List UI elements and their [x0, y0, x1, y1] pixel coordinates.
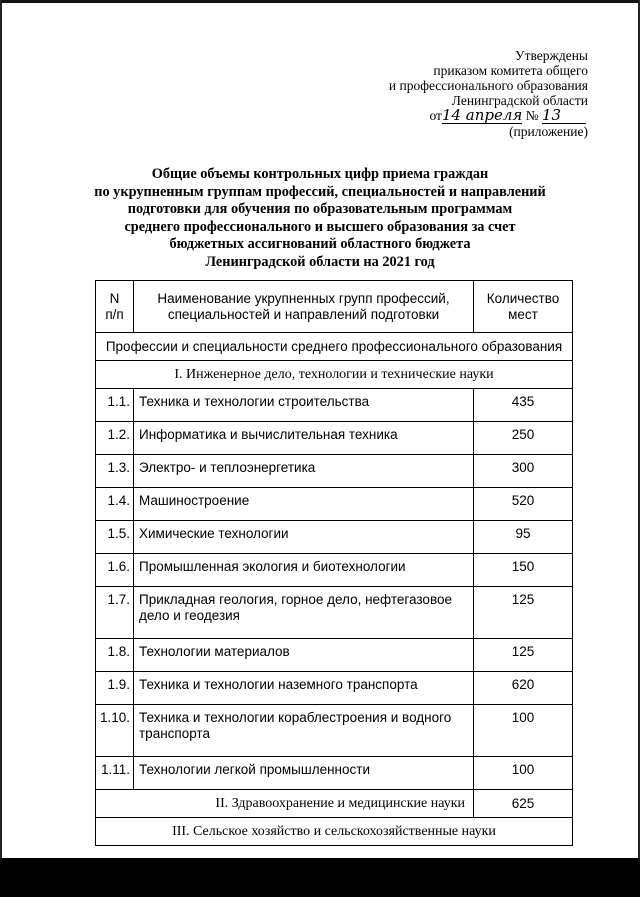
section-row: [96, 333, 573, 361]
row-num: 1.9.: [96, 672, 134, 705]
approval-line-3: и профессионального образования: [388, 78, 588, 93]
handwritten-number: 13: [542, 106, 562, 124]
row-qty: 520: [474, 488, 573, 521]
row-qty: 620: [474, 672, 573, 705]
header-name: Наименование укрупненных групп профессий, специальностей и направлений подготовки: [134, 281, 474, 333]
scan-edge-left: [0, 0, 2, 858]
row-name: Машиностроение: [134, 488, 474, 521]
row-qty: 435: [474, 389, 573, 422]
row-qty: 250: [474, 422, 573, 455]
row-num: 1.7.: [96, 587, 134, 639]
approval-line-6: (приложение): [509, 124, 588, 139]
section-title: Профессии и специальности среднего профессионального образования: [96, 333, 573, 361]
row-name: Технологии материалов: [134, 639, 474, 672]
table-row: [96, 389, 573, 422]
table-row: [96, 521, 573, 554]
row-name: Промышленная экология и биотехнологии: [134, 554, 474, 587]
row-num: 1.3.: [96, 455, 134, 488]
table-row: [96, 672, 573, 705]
row-name: Прикладная геология, горное дело, нефтегазовое дело и геодезия: [134, 587, 474, 639]
group-3-title: III. Сельское хозяйство и сельскохозяйственные науки: [96, 818, 573, 846]
table-row: [96, 554, 573, 587]
date-prefix: от: [429, 108, 442, 123]
table-header-row: [96, 281, 573, 333]
row-name: Техника и технологии наземного транспорта: [134, 672, 474, 705]
row-name: Техника и технологии кораблестроения и водного транспорта: [134, 705, 474, 757]
table-row: [96, 488, 573, 521]
table-row: [96, 757, 573, 790]
row-name: Химические технологии: [134, 521, 474, 554]
approval-date-line: [429, 108, 588, 124]
table-row: [96, 705, 573, 757]
group-2-row: [96, 790, 573, 818]
group-row: [96, 361, 573, 389]
table-row: [96, 587, 573, 639]
row-name: Электро- и теплоэнергетика: [134, 455, 474, 488]
approval-line-1: Утверждены: [515, 48, 588, 63]
admission-table: [95, 280, 573, 846]
row-num: 1.1.: [96, 389, 134, 422]
row-num: 1.4.: [96, 488, 134, 521]
row-num: 1.2.: [96, 422, 134, 455]
table-row: [96, 455, 573, 488]
title-line: бюджетных ассигнований областного бюджета: [169, 236, 471, 253]
title-line: по укрупненным группам профессий, специальностей и направлений: [94, 183, 546, 200]
row-qty: 95: [474, 521, 573, 554]
row-qty: 125: [474, 587, 573, 639]
row-qty: 100: [474, 757, 573, 790]
approval-block: [389, 48, 588, 139]
approval-line-4: Ленинградской области: [451, 93, 588, 108]
approval-line-2: приказом комитета общего: [433, 63, 588, 78]
table-row: [96, 422, 573, 455]
scan-edge-top: [0, 0, 640, 3]
row-qty: 300: [474, 455, 573, 488]
title-line: Ленинградской области на 2021 год: [205, 253, 435, 270]
table-row: [96, 639, 573, 672]
row-num: 1.6.: [96, 554, 134, 587]
group-1-title: I. Инженерное дело, технологии и технические науки: [96, 361, 573, 389]
row-qty: 100: [474, 705, 573, 757]
header-qty: Количество мест: [474, 281, 573, 333]
row-num: 1.10.: [96, 705, 134, 757]
row-qty: 125: [474, 639, 573, 672]
document-title: [60, 166, 580, 272]
row-name: Техника и технологии строительства: [134, 389, 474, 422]
group-2-qty: 625: [474, 790, 573, 818]
row-qty: 150: [474, 554, 573, 587]
row-num: 1.11.: [96, 757, 134, 790]
row-name: Технологии легкой промышленности: [134, 757, 474, 790]
group-2-title: II. Здравоохранение и медицинские науки: [96, 790, 474, 818]
row-num: 1.5.: [96, 521, 134, 554]
number-prefix: №: [525, 108, 539, 123]
title-line: среднего профессионального и высшего образования за счет: [124, 218, 516, 235]
title-line: подготовки для обучения по образовательным программам: [127, 201, 513, 218]
title-line: Общие объемы контрольных цифр приема граждан: [151, 166, 489, 182]
header-num: N п/п: [96, 281, 134, 333]
row-num: 1.8.: [96, 639, 134, 672]
handwritten-date: 14 апреля: [441, 106, 523, 124]
row-name: Информатика и вычислительная техника: [134, 422, 474, 455]
group-row: [96, 818, 573, 846]
